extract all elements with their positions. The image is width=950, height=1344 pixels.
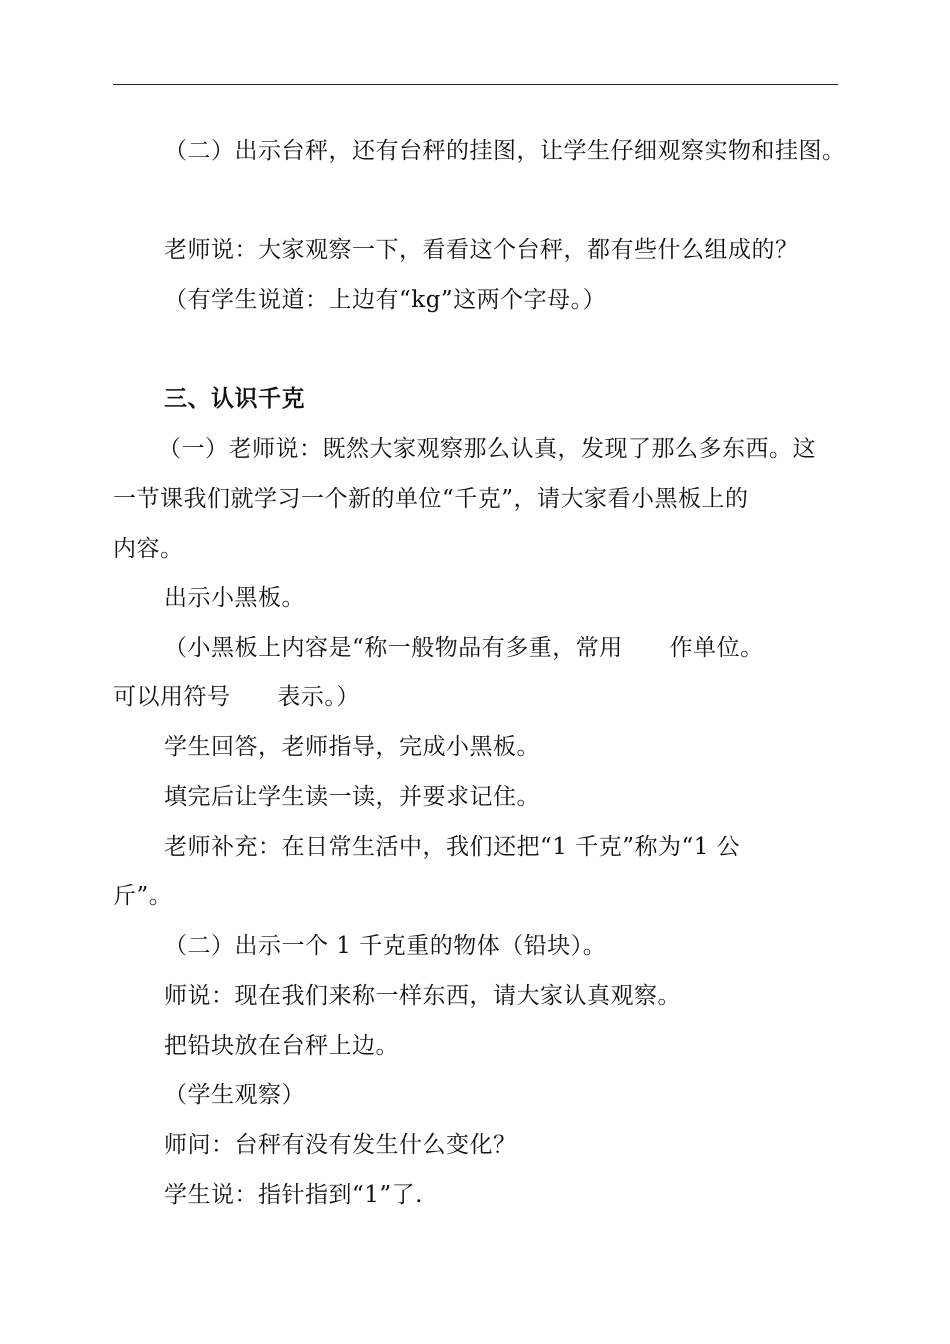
paragraph-line: 老师补充：在日常生活中，我们还把“1 千克”称为“1 公 bbox=[164, 834, 741, 860]
paragraph-line: 师说：现在我们来称一样东西，请大家认真观察。 bbox=[164, 983, 681, 1009]
paragraph-line: 填完后让学生读一读，并要求记住。 bbox=[164, 784, 540, 810]
paragraph-line: 内容。 bbox=[113, 536, 184, 562]
paragraph-line: （二）出示台秤，还有台秤的挂图，让学生仔细观察实物和挂图。 bbox=[164, 138, 846, 164]
paragraph-line: 斤”。 bbox=[113, 883, 173, 909]
paragraph-line: （小黑板上内容是“称一般物品有多重，常用 作单位。 bbox=[164, 635, 764, 661]
paragraph-line: （二）出示一个 1 千克重的物体（铅块）。 bbox=[164, 933, 607, 959]
section-heading: 三、认识千克 bbox=[164, 386, 305, 412]
paragraph-line: （学生观察） bbox=[164, 1082, 305, 1108]
paragraph-line: 学生说：指针指到“1”了. bbox=[164, 1182, 423, 1208]
paragraph-line: 老师说：大家观察一下，看看这个台秤，都有些什么组成的？ bbox=[164, 237, 799, 263]
paragraph-line: 出示小黑板。 bbox=[164, 585, 305, 611]
paragraph-line: 把铅块放在台秤上边。 bbox=[164, 1033, 399, 1059]
paragraph-line: 师问：台秤有没有发生什么变化？ bbox=[164, 1132, 517, 1158]
paragraph-line: 学生回答，老师指导，完成小黑板。 bbox=[164, 734, 540, 760]
paragraph-line: （一）老师说：既然大家观察那么认真，发现了那么多东西。这 bbox=[158, 436, 816, 462]
header-rule bbox=[113, 84, 838, 85]
paragraph-line: 可以用符号 表示。） bbox=[113, 684, 360, 710]
paragraph-line: （有学生说道：上边有“kg”这两个字母。） bbox=[164, 287, 607, 313]
paragraph-line: 一节课我们就学习一个新的单位“千克”，请大家看小黑板上的 bbox=[113, 486, 749, 512]
